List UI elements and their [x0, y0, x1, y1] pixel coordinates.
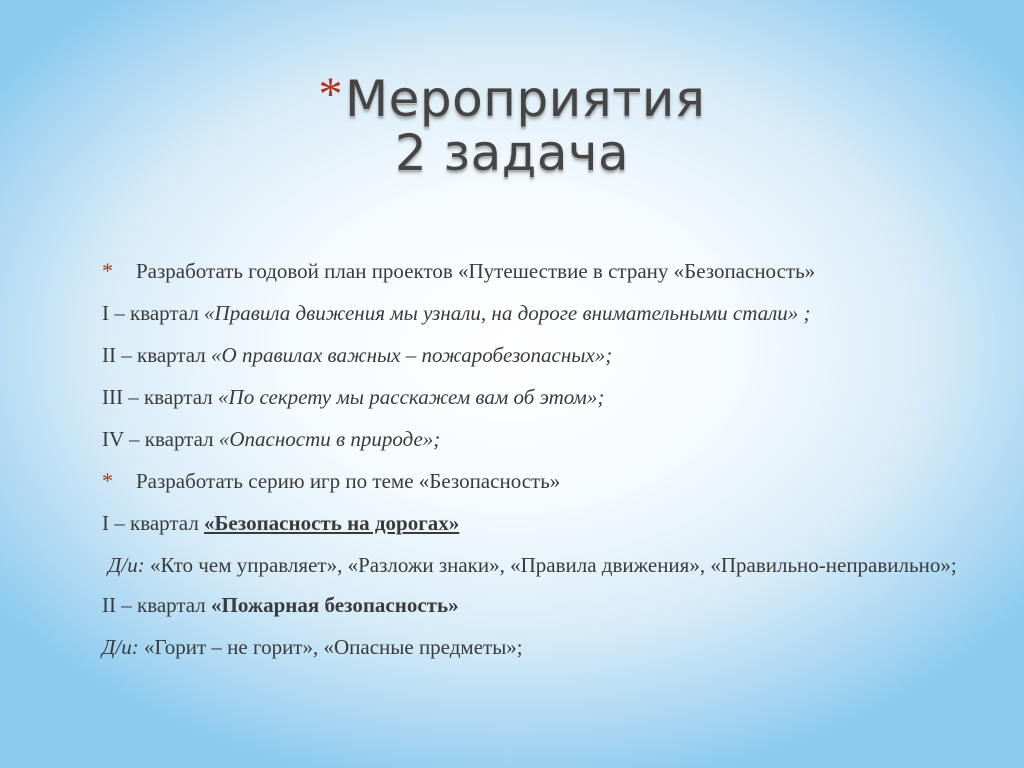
quarter-text: «Опасности в природе»; — [218, 427, 441, 451]
asterisk-bullet-icon: * — [102, 468, 113, 493]
topic-title: «Безопасность на дорогах» — [204, 511, 460, 535]
list-item-quarter-3 — [102, 384, 982, 410]
bullet-item-games — [102, 468, 982, 494]
di-label: Д/и: — [102, 635, 139, 659]
quarter-label: IV – квартал — [102, 427, 219, 451]
list-item-games-quarter-1 — [102, 510, 982, 536]
list-item-quarter-2 — [102, 342, 982, 368]
bullet-text: Разработать серию игр по теме «Безопасность» — [136, 469, 561, 493]
asterisk-bullet-icon: * — [102, 258, 113, 283]
topic-title: «Пожарная безопасность» — [211, 593, 459, 617]
quarter-label: I – квартал — [102, 511, 205, 535]
di-label: Д/и: — [108, 553, 145, 577]
quarter-text: «О правилах важных – пожаробезопасных»; — [211, 343, 613, 367]
slide-title — [0, 68, 1024, 182]
bullet-item-plan — [102, 258, 982, 284]
quarter-label: III – квартал — [102, 385, 219, 409]
list-item-quarter-1 — [102, 300, 982, 326]
games-text: «Кто чем управляет», «Разложи знаки», «Правила движения», «Правильно-неправильно»; — [144, 553, 957, 577]
quarter-label: II – квартал — [102, 343, 212, 367]
list-item-quarter-4 — [102, 426, 982, 452]
quarter-label: II – квартал — [102, 593, 212, 617]
list-item-games-quarter-2 — [102, 592, 982, 618]
quarter-label: I – квартал — [102, 301, 205, 325]
title-text-1: Мероприятия — [345, 70, 706, 128]
asterisk-bullet-icon: * — [318, 68, 344, 121]
quarter-text: «Правила движения мы узнали, на дороге внимательными стали» ; — [204, 301, 811, 325]
quarter-text: «По секрету мы расскажем вам об этом»; — [218, 385, 605, 409]
list-item-games-list-1 — [102, 552, 982, 578]
title-line-1 — [0, 68, 1024, 128]
bullet-text: Разработать годовой план проектов «Путешествие в страну «Безопасность» — [136, 259, 816, 283]
games-text: «Горит – не горит», «Опасные предметы»; — [138, 635, 523, 659]
title-text-2: 2 задача — [394, 124, 630, 182]
list-item-games-list-2 — [102, 634, 982, 660]
title-line-2 — [0, 126, 1024, 180]
slide-body — [102, 258, 982, 676]
